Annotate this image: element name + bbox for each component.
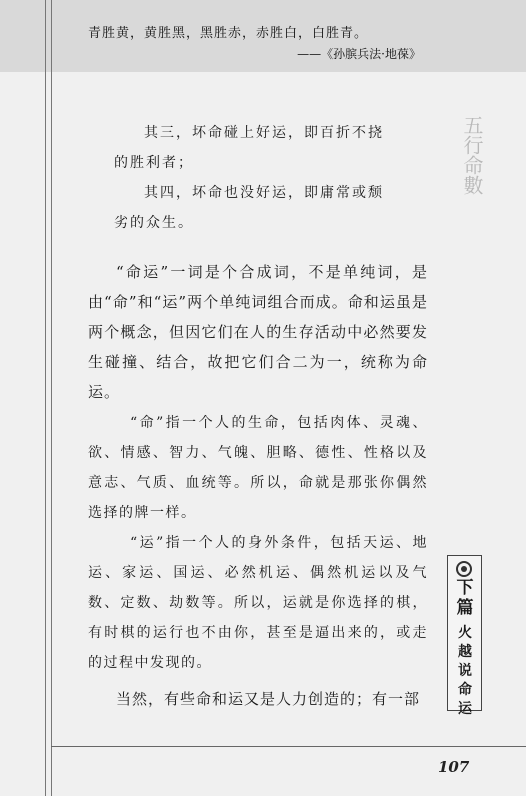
section-tab-title: 下篇: [456, 578, 474, 618]
epigraph-text: 青胜黄，黄胜黑，黑胜赤，赤胜白，白胜青。: [88, 26, 369, 41]
page-number: 107: [438, 758, 470, 776]
callout-paragraph-ming: “命”指一个人的生命，包括肉体、灵魂、欲、情感、智力、气魄、胆略、德性、性格以及意志、气质、血统等。所以，命就是那张你偶然选择的牌一样。: [88, 415, 428, 521]
footer-rule: [51, 746, 526, 747]
section-tab: [447, 555, 482, 717]
paragraph-lead: “命运”一词是个合成词，不是单纯词，是: [116, 263, 428, 281]
margin-line-inner: [51, 0, 52, 796]
callout-line: 其四，坏命也没好运，即庸常或颓: [144, 185, 384, 201]
body-paragraph-continued: [88, 684, 428, 714]
callout-line: 的胜利者；: [114, 155, 194, 171]
margin-line-outer: [45, 0, 46, 796]
target-icon: [456, 561, 472, 577]
paragraph-rest: 由“命”和“运”两个单纯词组合而成。命和运虽是两个概念，但因它们在人的生存活动中必然要发生碰撞、结合，故把它们合二为一，统称为命运。: [88, 293, 428, 401]
callout-line: 劣的众生。: [114, 215, 194, 231]
section-tab-subtitle: 火越说命运: [458, 625, 472, 717]
paragraph-text: 当然，有些命和运又是人力创造的；有一部: [116, 690, 421, 708]
header-band: [0, 0, 526, 72]
epigraph-source: ——《孙膑兵法·地葆》: [297, 47, 421, 61]
callout-line: 其三，坏命碰上好运，即百折不挠: [144, 125, 384, 141]
side-decoration: 五行命數: [460, 115, 484, 195]
callout-fate-cases: [88, 118, 428, 238]
callout-fate-definition: [88, 408, 428, 678]
body-paragraph: [88, 257, 428, 407]
callout-paragraph-yun: “运”指一个人的身外条件，包括天运、地运、家运、国运、必然机运、偶然机运以及气数、定数、劫数等。所以，运就是你选择的棋，有时棋的运行也不由你，甚至是逼出来的，或走的过程中发现的。: [88, 535, 428, 671]
